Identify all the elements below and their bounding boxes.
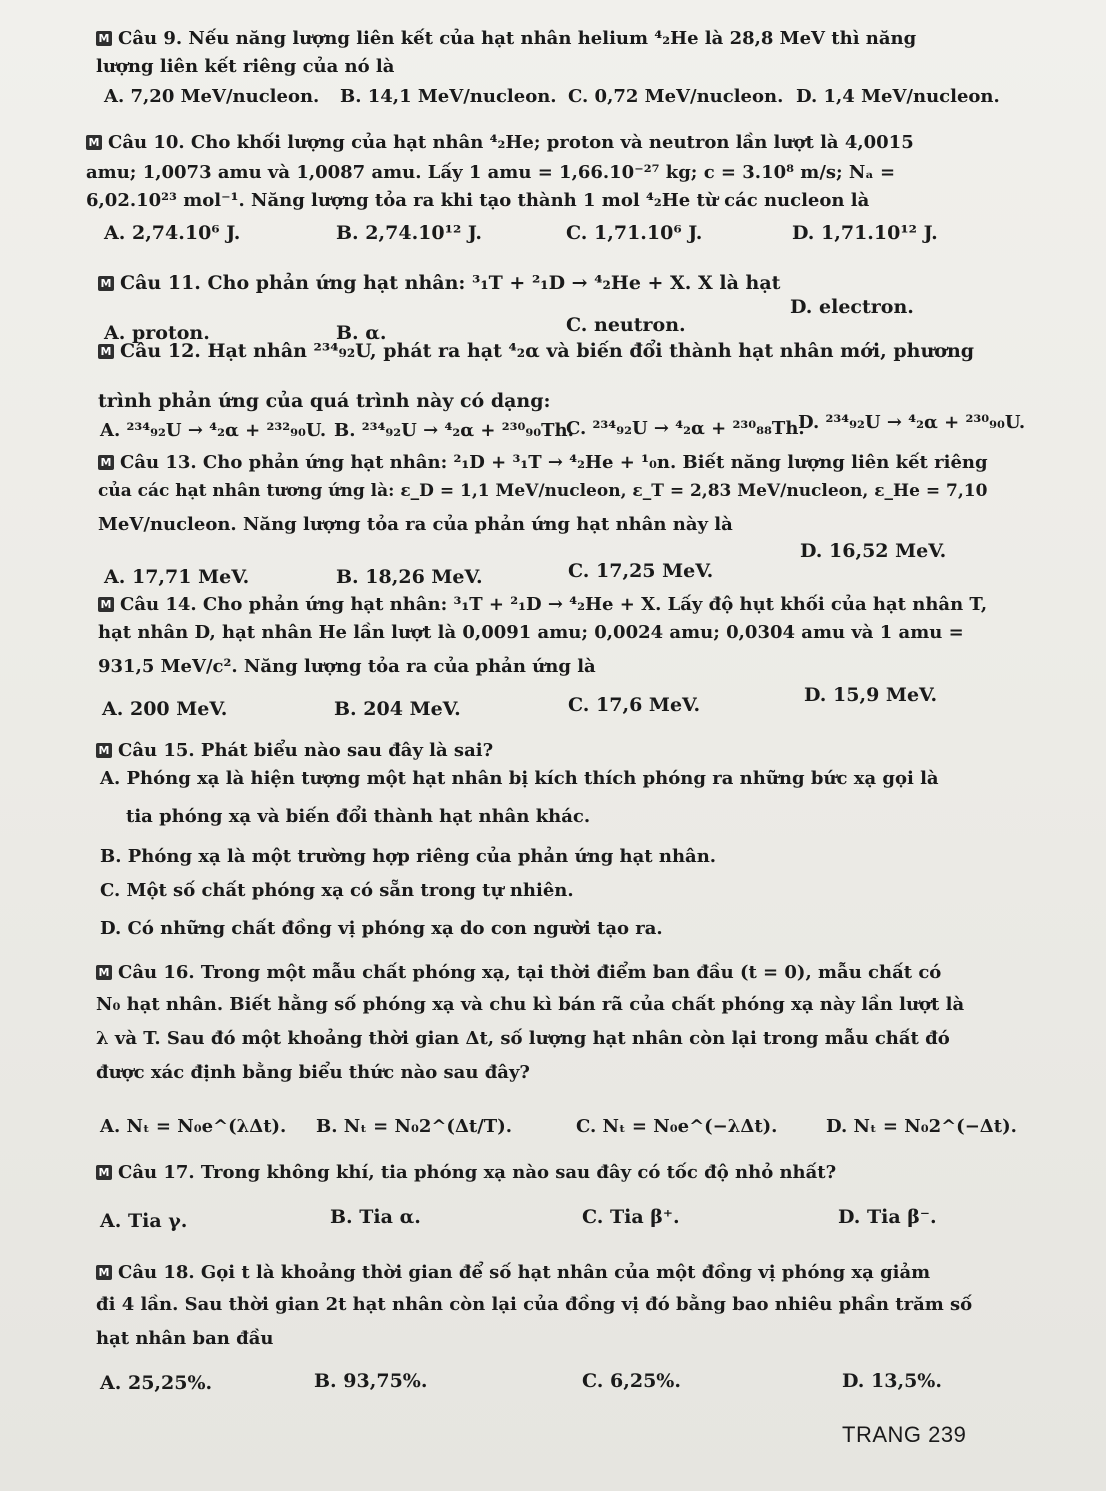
question-15-option-d: D. Có những chất đồng vị phóng xạ do con người tạo ra. <box>100 918 663 939</box>
question-10-option-d: D. 1,71.10¹² J. <box>792 222 938 244</box>
question-9 <box>96 28 916 50</box>
question-11-option-a: A. proton. <box>104 322 210 344</box>
question-marker-icon: M <box>96 1265 112 1280</box>
question-16-stem-line2: N₀ hạt nhân. Biết hằng số phóng xạ và chu kì bán rã của chất phóng xạ này lần lượt là <box>96 994 965 1015</box>
question-11-option-b: B. α. <box>336 322 387 344</box>
question-12 <box>98 340 974 362</box>
question-10-option-b: B. 2,74.10¹² J. <box>336 222 483 244</box>
question-13-option-b: B. 18,26 MeV. <box>336 566 483 588</box>
question-12-option-c: C. ²³⁴₉₂U → ⁴₂α + ²³⁰₈₈Th. <box>566 418 805 439</box>
question-10-option-a: A. 2,74.10⁶ J. <box>104 222 241 244</box>
question-12-stem-line1: Câu 12. Hạt nhân ²³⁴₉₂U, phát ra hạt ⁴₂α và biến đổi thành hạt nhân mới, phương <box>120 340 975 362</box>
question-17-option-d: D. Tia β⁻. <box>838 1206 937 1228</box>
question-14 <box>98 594 987 616</box>
question-13-stem-line2: của các hạt nhân tương ứng là: ε_D = 1,1 MeV/nucleon, ε_T = 2,83 MeV/nucleon, ε_He = 7,10 <box>98 481 988 501</box>
question-18 <box>96 1262 930 1284</box>
question-18-stem-line2: đi 4 lần. Sau thời gian 2t hạt nhân còn lại của đồng vị đó bằng bao nhiêu phần trăm số <box>96 1294 973 1315</box>
question-13-stem-line1: Câu 13. Cho phản ứng hạt nhân: ²₁D + ³₁T → ⁴₂He + ¹₀n. Biết năng lượng liên kết riêng <box>120 452 988 473</box>
question-14-option-d: D. 15,9 MeV. <box>804 684 938 706</box>
question-14-stem-line1: Câu 14. Cho phản ứng hạt nhân: ³₁T + ²₁D → ⁴₂He + X. Lấy độ hụt khối của hạt nhân T, <box>120 594 988 615</box>
question-12-option-b: B. ²³⁴₉₂U → ⁴₂α + ²³⁰₉₀Th. <box>334 420 574 441</box>
question-9-option-b: B. 14,1 MeV/nucleon. <box>340 86 557 107</box>
question-14-stem-line3: 931,5 MeV/c². Năng lượng tỏa ra của phản ứng là <box>98 656 596 677</box>
question-17-stem: Câu 17. Trong không khí, tia phóng xạ nào sau đây có tốc độ nhỏ nhất? <box>118 1162 837 1183</box>
question-16 <box>96 962 941 984</box>
question-marker-icon: M <box>96 743 112 758</box>
question-16-stem-line3: λ và T. Sau đó một khoảng thời gian Δt, số lượng hạt nhân còn lại trong mẫu chất đó <box>96 1028 950 1049</box>
question-13-option-d: D. 16,52 MeV. <box>800 540 947 562</box>
question-13-option-a: A. 17,71 MeV. <box>104 566 250 588</box>
question-15-option-a-line2: tia phóng xạ và biến đổi thành hạt nhân khác. <box>126 806 591 827</box>
question-marker-icon: M <box>98 344 114 359</box>
question-15-option-b: B. Phóng xạ là một trường hợp riêng của phản ứng hạt nhân. <box>100 846 717 867</box>
question-16-option-a: A. Nₜ = N₀e^(λΔt). <box>100 1116 287 1137</box>
question-9-option-c: C. 0,72 MeV/nucleon. <box>568 86 784 107</box>
question-16-stem-line1: Câu 16. Trong một mẫu chất phóng xạ, tại thời điểm ban đầu (t = 0), mẫu chất có <box>118 962 942 983</box>
question-18-stem-line1: Câu 18. Gọi t là khoảng thời gian để số hạt nhân của một đồng vị phóng xạ giảm <box>118 1262 931 1283</box>
question-18-option-c: C. 6,25%. <box>582 1370 681 1392</box>
question-17-option-c: C. Tia β⁺. <box>582 1206 680 1228</box>
question-12-option-a: A. ²³⁴₉₂U → ⁴₂α + ²³²₉₀U. <box>100 420 327 441</box>
question-15 <box>96 740 493 762</box>
question-9-option-a: A. 7,20 MeV/nucleon. <box>104 86 320 107</box>
question-17 <box>96 1162 836 1184</box>
question-15-stem: Câu 15. Phát biểu nào sau đây là sai? <box>118 740 494 761</box>
question-14-stem-line2: hạt nhân D, hạt nhân He lần lượt là 0,0091 amu; 0,0024 amu; 0,0304 amu và 1 amu = <box>98 622 964 643</box>
question-12-stem-line2: trình phản ứng của quá trình này có dạng: <box>98 390 551 412</box>
question-13-stem-line3: MeV/nucleon. Năng lượng tỏa ra của phản ứng hạt nhân này là <box>98 514 733 535</box>
question-16-option-b: B. Nₜ = N₀2^(Δt/T). <box>316 1116 512 1137</box>
question-marker-icon: M <box>96 1165 112 1180</box>
question-12-option-d: D. ²³⁴₉₂U → ⁴₂α + ²³⁰₉₀U. <box>798 412 1026 433</box>
question-9-stem-line1: Câu 9. Nếu năng lượng liên kết của hạt nhân helium ⁴₂He là 28,8 MeV thì năng <box>118 28 917 49</box>
question-11-option-d: D. electron. <box>790 296 914 318</box>
question-17-option-a: A. Tia γ. <box>100 1210 188 1232</box>
question-15-option-c: C. Một số chất phóng xạ có sẵn trong tự nhiên. <box>100 880 574 901</box>
question-16-stem-line4: được xác định bằng biểu thức nào sau đây? <box>96 1062 530 1083</box>
question-10 <box>86 132 914 154</box>
question-13-option-c: C. 17,25 MeV. <box>568 560 714 582</box>
question-10-stem-line1: Câu 10. Cho khối lượng của hạt nhân ⁴₂He; proton và neutron lần lượt là 4,0015 <box>108 132 914 153</box>
question-13 <box>98 452 988 474</box>
question-18-option-d: D. 13,5%. <box>842 1370 942 1392</box>
question-16-option-d: D. Nₜ = N₀2^(−Δt). <box>826 1116 1017 1137</box>
page-number: TRANG 239 <box>842 1422 967 1447</box>
question-marker-icon: M <box>96 965 112 980</box>
question-10-stem-line2: amu; 1,0073 amu và 1,0087 amu. Lấy 1 amu = 1,66.10⁻²⁷ kg; c = 3.10⁸ m/s; Nₐ = <box>86 162 896 183</box>
question-marker-icon: M <box>96 31 112 46</box>
question-14-option-a: A. 200 MeV. <box>102 698 228 720</box>
question-16-option-c: C. Nₜ = N₀e^(−λΔt). <box>576 1116 778 1137</box>
question-18-option-b: B. 93,75%. <box>314 1370 428 1392</box>
question-marker-icon: M <box>98 597 114 612</box>
question-14-option-b: B. 204 MeV. <box>334 698 461 720</box>
question-marker-icon: M <box>98 455 114 470</box>
question-17-option-b: B. Tia α. <box>330 1206 421 1228</box>
question-15-option-a-line1: A. Phóng xạ là hiện tượng một hạt nhân bị kích thích phóng ra những bức xạ gọi là <box>100 768 939 789</box>
question-14-option-c: C. 17,6 MeV. <box>568 694 701 716</box>
question-marker-icon: M <box>86 135 102 150</box>
question-9-stem-line2: lượng liên kết riêng của nó là <box>96 56 395 77</box>
question-10-stem-line3: 6,02.10²³ mol⁻¹. Năng lượng tỏa ra khi tạo thành 1 mol ⁴₂He từ các nucleon là <box>86 190 870 211</box>
question-11 <box>98 272 780 294</box>
question-18-option-a: A. 25,25%. <box>100 1372 213 1394</box>
question-11-stem: Câu 11. Cho phản ứng hạt nhân: ³₁T + ²₁D → ⁴₂He + X. X là hạt <box>120 272 781 294</box>
question-9-option-d: D. 1,4 MeV/nucleon. <box>796 86 1000 107</box>
question-marker-icon: M <box>98 276 114 291</box>
question-11-option-c: C. neutron. <box>566 314 686 336</box>
question-10-option-c: C. 1,71.10⁶ J. <box>566 222 703 244</box>
question-18-stem-line3: hạt nhân ban đầu <box>96 1328 274 1349</box>
